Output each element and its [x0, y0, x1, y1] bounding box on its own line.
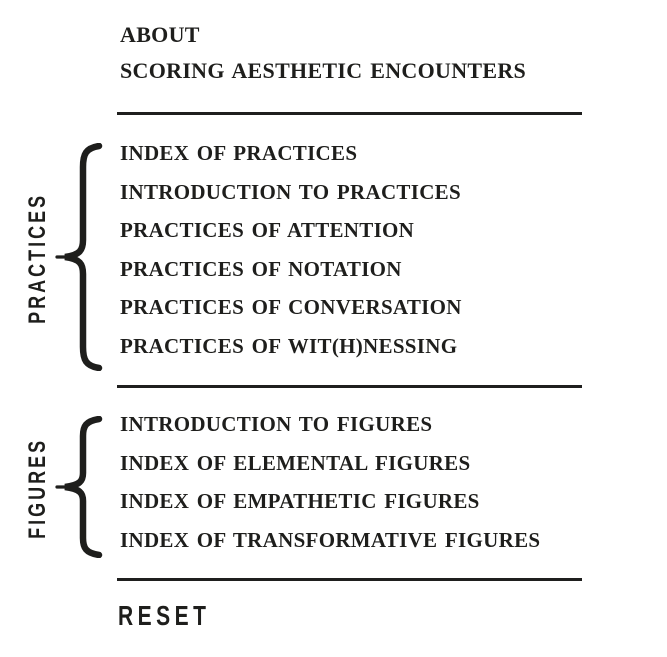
- figures-list: [120, 405, 540, 559]
- practices-list: [120, 134, 462, 366]
- nav-link-index-of-empathetic-figures[interactable]: INDEX OF EMPATHETIC FIGURES: [120, 489, 480, 514]
- nav-link-site-title[interactable]: SCORING AESTHETIC ENCOUNTERS: [120, 58, 527, 83]
- nav-link-introduction-to-figures[interactable]: INTRODUCTION TO FIGURES: [120, 412, 433, 436]
- nav-link-about[interactable]: ABOUT: [120, 22, 200, 47]
- nav-link-practices-of-withnessing[interactable]: PRACTICES OF WIT(H)NESSING: [120, 333, 458, 358]
- nav-link-index-of-transformative-figures[interactable]: INDEX OF TRANSFORMATIVE FIGURES: [120, 527, 541, 552]
- divider-top: [117, 112, 582, 115]
- practices-group-label: PRACTICES: [24, 192, 51, 324]
- nav-link-index-of-elemental-figures[interactable]: INDEX OF ELEMENTAL FIGURES: [120, 450, 471, 475]
- figures-group-label: FIGURES: [24, 437, 51, 539]
- nav-link-practices-of-attention[interactable]: PRACTICES OF ATTENTION: [120, 218, 415, 243]
- curly-brace-icon: [55, 143, 107, 371]
- reset-button[interactable]: RESET: [118, 600, 211, 631]
- divider-bottom: [117, 578, 582, 581]
- nav-link-introduction-to-practices[interactable]: INTRODUCTION TO PRACTICES: [120, 179, 461, 204]
- curly-brace-icon: [55, 416, 107, 558]
- practices-group-label-box: [20, 192, 56, 324]
- figures-group-label-box: [20, 428, 56, 548]
- nav-link-practices-of-conversation[interactable]: PRACTICES OF CONVERSATION: [120, 295, 462, 320]
- header: [120, 17, 526, 89]
- nav-link-index-of-practices[interactable]: INDEX OF PRACTICES: [120, 141, 358, 165]
- divider-middle: [117, 385, 582, 388]
- nav-link-practices-of-notation[interactable]: PRACTICES OF NOTATION: [120, 256, 402, 281]
